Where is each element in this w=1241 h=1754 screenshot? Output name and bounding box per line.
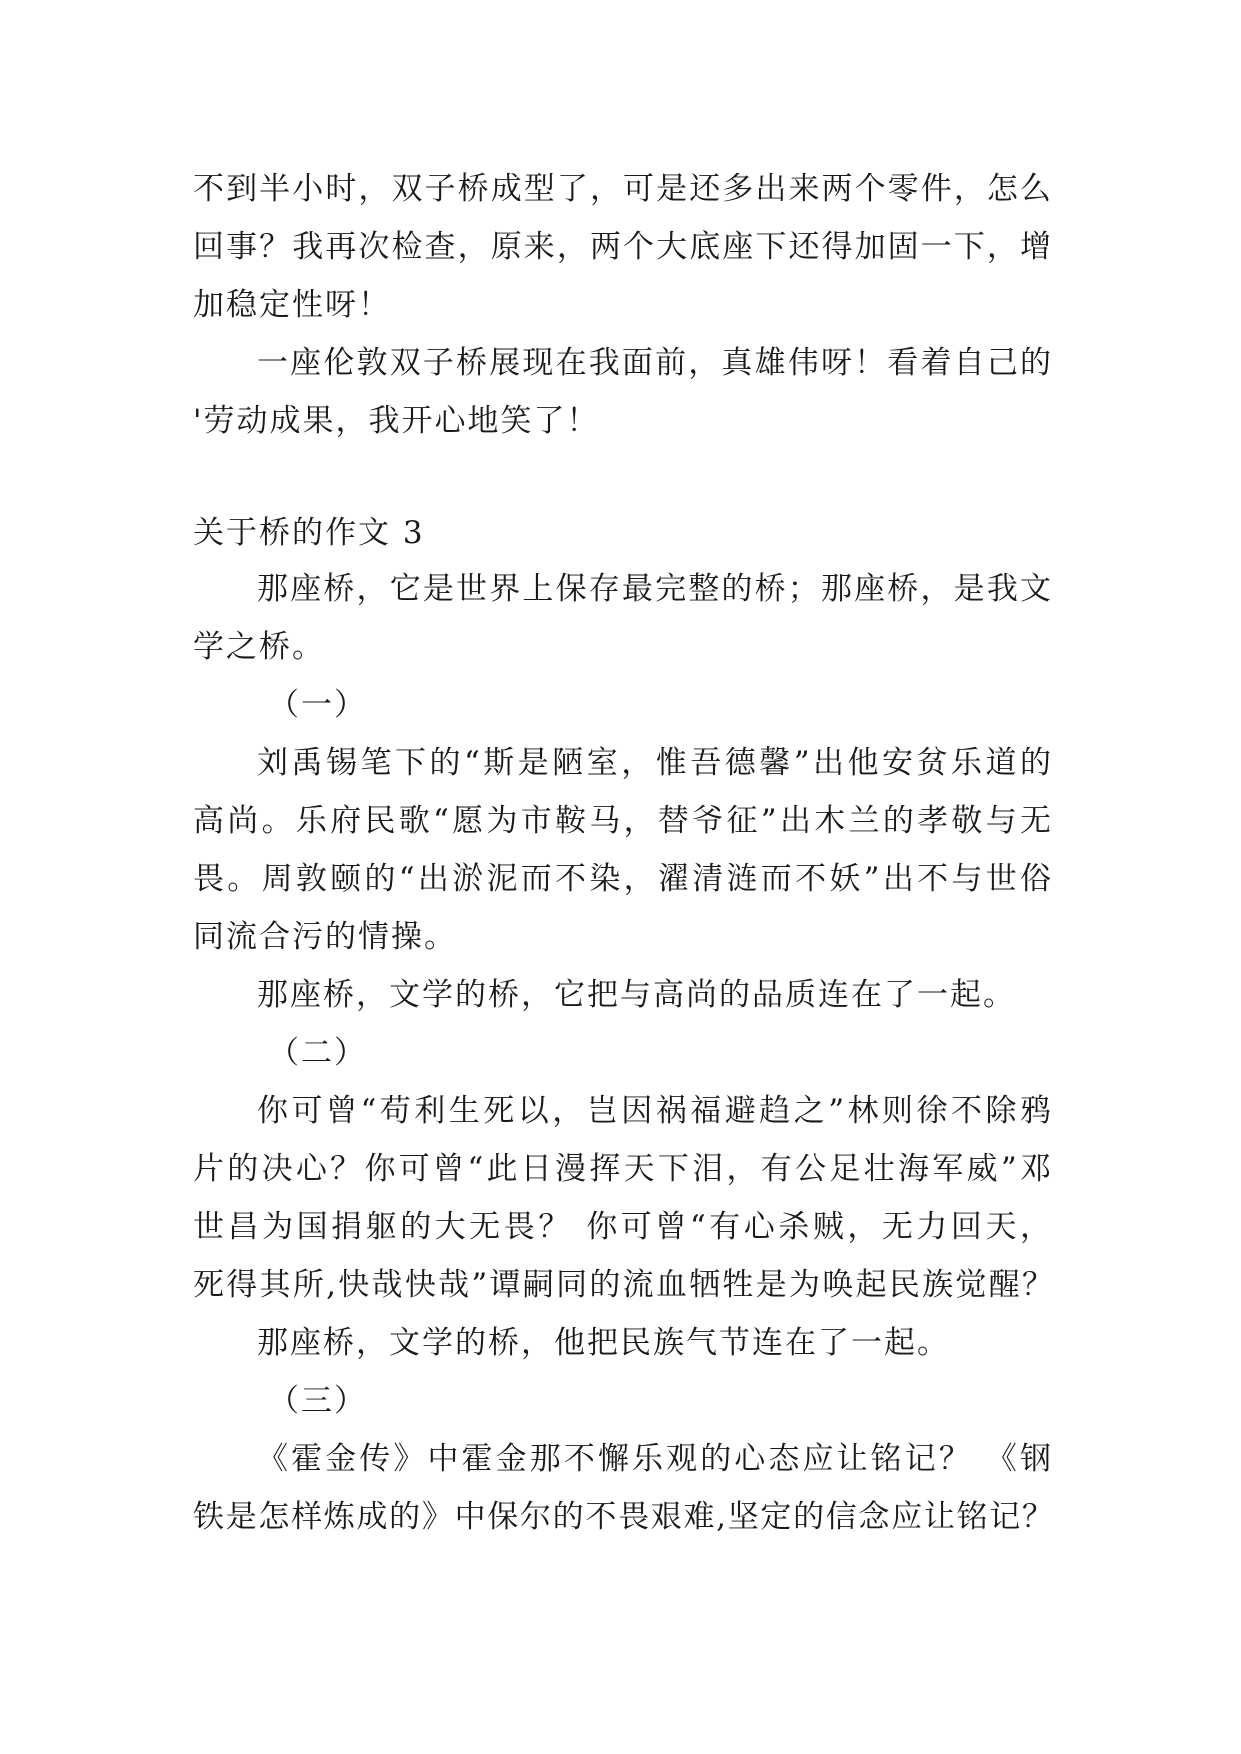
text-line: 死得其所,快哉快哉”谭嗣同的流血牺牲是为唤起民族觉醒？ (193, 1267, 1053, 1303)
text-line: '劳动成果，我开心地笑了！ (193, 403, 600, 439)
text-line: 那座桥，文学的桥，它把与高尚的品质连在了一起。 (257, 977, 1016, 1013)
text-line: 高尚。乐府民歌“愿为市鞍马，替爷征”出木兰的孝敬与无 (193, 803, 1053, 839)
text-line: 畏。周敦颐的“出淤泥而不染，濯清涟而不妖”出不与世俗 (193, 861, 1053, 897)
text-line: 不到半小时，双子桥成型了，可是还多出来两个零件，怎么 (193, 171, 1053, 207)
text-line: 刘禹锡笔下的“斯是陋室，惟吾德馨”出他安贫乐道的 (257, 745, 1053, 781)
text-line: 一座伦敦双子桥展现在我面前，真雄伟呀！看着自己的 (257, 345, 1053, 381)
subsection-marker: （三） (268, 1383, 367, 1419)
text-line: 铁是怎样炼成的》中保尔的不畏艰难,坚定的信念应让铭记？ (193, 1499, 1053, 1535)
text-line: 学之桥。 (193, 629, 325, 665)
text-line: 加稳定性呀！ (193, 287, 391, 323)
text-line: 世昌为国捐躯的大无畏？ 你可曾“有心杀贼，无力回天， (193, 1209, 1053, 1245)
subsection-marker: （二） (268, 1035, 367, 1071)
text-line: 回事？我再次检查，原来，两个大底座下还得加固一下，增 (193, 229, 1053, 265)
text-line: 你可曾“苟利生死以，岂因祸福避趋之”林则徐不除鸦 (257, 1093, 1053, 1129)
text-line: 同流合污的情操。 (193, 919, 457, 955)
text-line: 片的决心？你可曾“此日漫挥天下泪，有公足壮海军威”邓 (193, 1151, 1053, 1187)
subsection-marker: （一） (268, 687, 367, 723)
section-heading: 关于桥的作文 3 (193, 515, 425, 551)
text-line: 那座桥，文学的桥，他把民族气节连在了一起。 (257, 1325, 950, 1361)
text-line: 那座桥，它是世界上保存最完整的桥；那座桥，是我文 (257, 571, 1053, 607)
text-line: 《霍金传》中霍金那不懈乐观的心态应让铭记？ 《钢 (257, 1441, 1053, 1477)
